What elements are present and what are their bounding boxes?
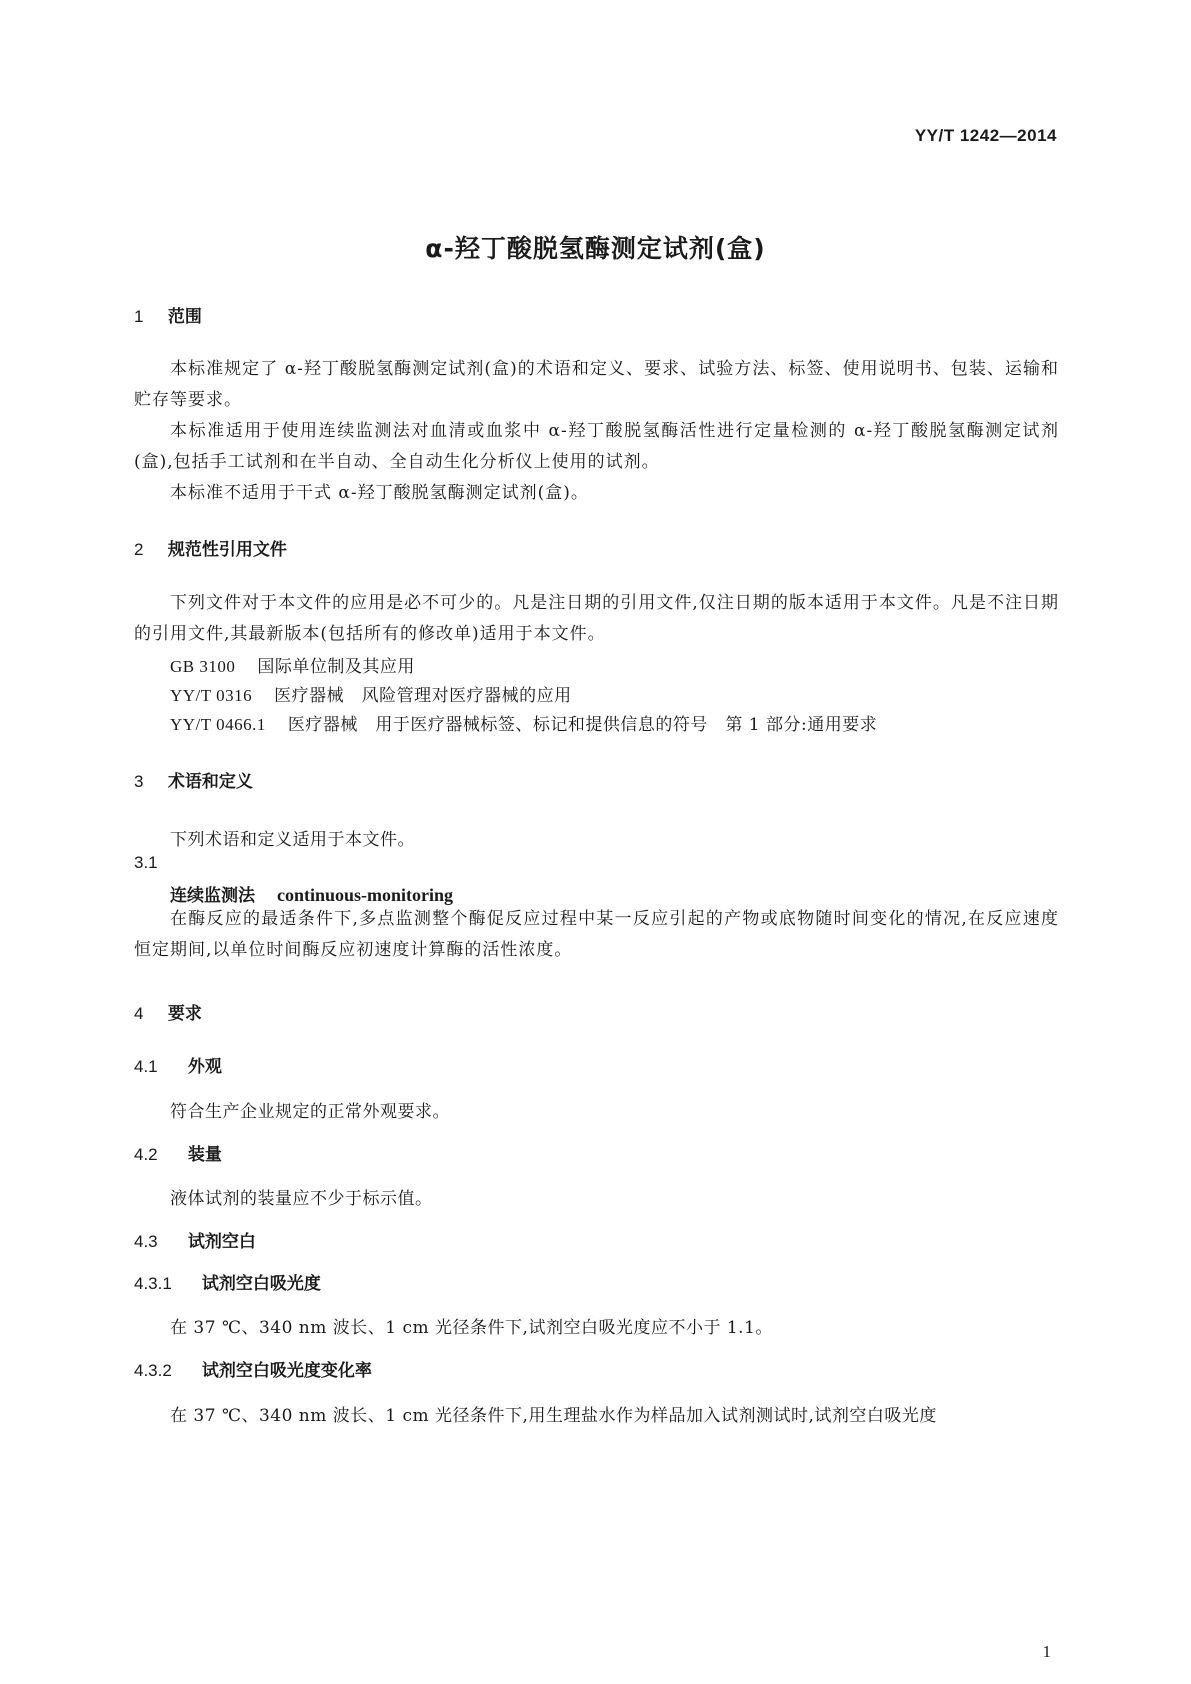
section-4-2-text: 液体试剂的装量应不少于标示值。 <box>170 1189 433 1209</box>
section-4-heading <box>134 999 202 1024</box>
standard-code: YY/T 1242—2014 <box>914 126 1057 145</box>
paragraph: 本标准不适用于干式 α-羟丁酸脱氢酶测定试剂(盒)。 <box>170 483 589 503</box>
reference-item <box>170 652 415 677</box>
reference-item <box>170 710 877 735</box>
section-title: 装量 <box>187 1145 222 1165</box>
section-1-heading <box>134 302 202 327</box>
term-entry <box>170 881 453 906</box>
section-number: 4.3.2 <box>134 1361 172 1380</box>
section-number: 3 <box>134 772 144 791</box>
document-title: α-羟丁酸脱氢酶测定试剂(盒) <box>425 234 766 263</box>
section-3-intro: 下列术语和定义适用于本文件。 <box>170 830 415 850</box>
section-number: 4.2 <box>134 1145 158 1164</box>
section-number: 4.3 <box>134 1232 158 1251</box>
section-title: 试剂空白吸光度 <box>201 1274 321 1294</box>
section-title: 外观 <box>187 1057 222 1077</box>
section-4-1-heading <box>134 1052 222 1077</box>
paragraph: 本标准规定了 α-羟丁酸脱氢酶测定试剂(盒)的术语和定义、要求、试验方法、标签、使用说明书、包装、运输和贮存等要求。 <box>134 359 1059 410</box>
reference-code: YY/T 0316 <box>170 686 253 705</box>
section-title: 试剂空白吸光度变化率 <box>201 1361 372 1381</box>
section-title: 试剂空白 <box>187 1232 256 1252</box>
section-3-heading <box>134 767 253 792</box>
reference-item <box>170 681 572 706</box>
section-1-body <box>134 354 1059 509</box>
section-title: 范围 <box>167 307 202 327</box>
section-number: 4.1 <box>134 1057 158 1076</box>
section-number: 1 <box>134 307 144 326</box>
section-2-intro <box>134 588 1059 650</box>
section-4-3-1-text: 在 37 ℃、340 nm 波长、1 cm 光径条件下,试剂空白吸光度应不小于 1.1。 <box>170 1318 773 1338</box>
section-4-2-heading <box>134 1140 222 1165</box>
paragraph: 在酶反应的最适条件下,多点监测整个酶促反应过程中某一反应引起的产物或底物随时间变化的情况,在反应速度恒定期间,以单位时间酶反应初速度计算酶的活性浓度。 <box>134 909 1059 960</box>
section-title: 术语和定义 <box>167 772 253 792</box>
term-definition <box>134 904 1059 966</box>
section-number: 4 <box>134 1004 144 1023</box>
term-english: continuous-monitoring <box>277 885 454 905</box>
section-title: 要求 <box>167 1004 202 1024</box>
section-2-heading <box>134 535 287 560</box>
paragraph: 本标准适用于使用连续监测法对血清或血浆中 α-羟丁酸脱氢酶活性进行定量检测的 α-羟丁酸脱氢酶测定试剂(盒),包括手工试剂和在半自动、全自动生化分析仪上使用的试剂。 <box>134 421 1059 472</box>
section-4-3-heading <box>134 1227 256 1252</box>
section-4-3-2-text: 在 37 ℃、340 nm 波长、1 cm 光径条件下,用生理盐水作为样品加入试剂测试时,试剂空白吸光度 <box>170 1406 937 1426</box>
section-title: 规范性引用文件 <box>167 540 287 560</box>
paragraph: 下列文件对于本文件的应用是必不可少的。凡是注日期的引用文件,仅注日期的版本适用于本文件。凡是不注日期的引用文件,其最新版本(包括所有的修改单)适用于本文件。 <box>134 593 1059 644</box>
reference-title: 国际单位制及其应用 <box>257 657 415 677</box>
term-chinese: 连续监测法 <box>170 886 255 906</box>
reference-title: 医疗器械 用于医疗器械标签、标记和提供信息的符号 第 1 部分:通用要求 <box>287 715 878 735</box>
term-number: 3.1 <box>134 853 158 872</box>
section-4-3-2-heading <box>134 1356 372 1381</box>
reference-title: 医疗器械 风险管理对医疗器械的应用 <box>274 686 572 706</box>
section-4-1-text: 符合生产企业规定的正常外观要求。 <box>170 1102 450 1122</box>
reference-code: YY/T 0466.1 <box>170 715 266 734</box>
reference-code: GB 3100 <box>170 657 236 676</box>
page-number: 1 <box>1042 1642 1051 1661</box>
section-number: 4.3.1 <box>134 1274 172 1293</box>
section-4-3-1-heading <box>134 1269 321 1294</box>
section-number: 2 <box>134 540 144 559</box>
